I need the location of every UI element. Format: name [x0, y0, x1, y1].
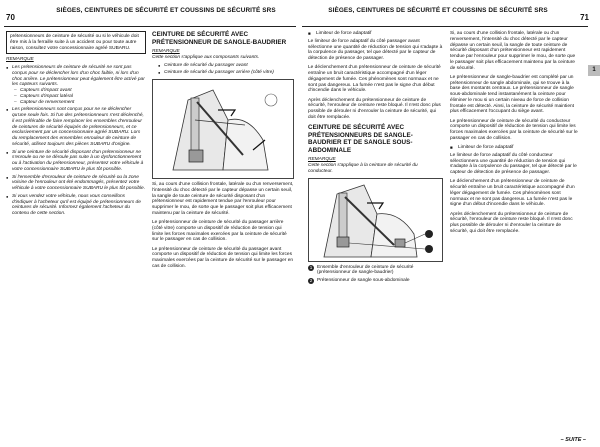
- seatbelt-pretensioner-diagram: [153, 80, 293, 178]
- remarque-title: REMARQUE: [152, 49, 180, 55]
- continued-footer: – SUITE –: [560, 437, 586, 443]
- right-column-1: [308, 31, 443, 286]
- sensor-list: [12, 88, 146, 105]
- callout-number-icon: 1: [309, 264, 313, 270]
- list-item: ● Si l'ensemble d'enrouleur de ceinture de sécurité ou la zone voisine de l'enrouleur ont été endommagés, présentez votre véhicule à votre concessionnaire SUBARU le plus tôt possible.: [6, 175, 146, 192]
- subheading-limiter: ■ Limiteur de force adaptatif: [308, 31, 443, 37]
- list-item: ● Les prétensionneurs sont conçus pour ne se déclencher qu'une seule fois. Si l'un des prétensionneurs s'est déclenché, il est préférable de faire remplacer les ensembles d'enrouleur de ceintures de sécurité équipés de prétensionneurs, et ce exclusivement par un concessionnaire agréé SUBARU. Lors du remplacement des ensembles enrouleur de ceinture de sécurité, utilisez toujours des pièces SUBARU d'origine.: [6, 107, 146, 147]
- list-item: ● Les prétensionneurs de ceinture de sécurité ne sont pas conçus pour se déclencher lors d'un choc faible, ni lors d'un choc arrière. Le prétensionneur peut également être activé par les capteurs suivants. – Capteurs d'impact avant – Capteurs d'impact latéral – Capteur de renversement: [6, 65, 146, 105]
- remarque-text: Cette section s'applique à la ceinture de sécurité du conducteur.: [308, 163, 418, 174]
- section-title: CEINTURE DE SÉCURITÉ AVEC PRÉTENSIONNEURS DE SANGLE-BAUDRIER ET DE SANGLE SOUS-ABDOMINALE: [308, 124, 413, 154]
- list-item: – Capteurs d'impact avant: [12, 88, 146, 94]
- chapter-tab: 1: [588, 65, 600, 76]
- caption-text: Prétensionneur de sangle sous-abdominale: [317, 278, 410, 284]
- remarque-block: [308, 157, 443, 174]
- list-item: – Capteur de renversement: [12, 100, 146, 106]
- figure-caption: [308, 265, 443, 277]
- component-list: [158, 63, 294, 77]
- remarque-block: [152, 49, 294, 61]
- paragraph: Le prétensionneur de ceinture de sécurité du conducteur comporte un dispositif de réduction de tension qui limite les forces maximales exercées par la ceinture de sécurité sur le passager en cas de collision.: [450, 118, 578, 141]
- caption-text: Ensemble d'enrouleur de ceinture de sécurité (prétensionneur de sangle-baudrier): [317, 264, 414, 276]
- remarque-title: REMARQUE: [308, 157, 336, 163]
- left-column-1: [6, 31, 146, 219]
- warning-text: prétensionneurs de ceinture de sécurité ou si le véhicule doit être mis à la ferraille suite à un accident ou pour toute autre raison, consultez votre concessionnaire agréé SUBARU.: [10, 34, 139, 51]
- seatbelt-illustration: [152, 79, 294, 179]
- remarque-intro: Cette section s'applique aux composants suivants.: [152, 54, 260, 60]
- list-item: – Capteurs d'impact latéral: [12, 94, 146, 100]
- remarque-list: [6, 65, 146, 217]
- paragraph: Le déclenchement d'un prétensionneur de ceinture de sécurité entraîne un bruit caractéristique accompagné d'un léger dégagement de fumée. Ces phénomènes sont normaux et ne sont pas dangereux. La fumée n'est pas le signe d'un début d'incendie dans le véhicule.: [308, 65, 441, 94]
- paragraph: Le prétensionneur de sangle-baudrier est complété par un prétensionneur de sangle abdominale, qui se trouve à la base des montants centraux. Le prétensionneur de sangle sous-abdominale tend instantanément la ceinture pour éliminer le mou si un certain niveau de force de collision frontale est détecté. Ainsi, la ceinture de sécurité maintient plus efficacement l'occupant du siège avant.: [450, 74, 574, 115]
- remarque-title: REMARQUE: [6, 57, 34, 63]
- figure-caption: [308, 278, 443, 284]
- paragraph: Le limiteur de force adaptatif du côté passager avant sélectionne une quantité de réduction de tension qui s'adapte à la corpulence du passager, tel que détecté par le capteur de détection de présence de passager.: [308, 38, 443, 61]
- header-divider: [302, 26, 588, 27]
- section-title: CEINTURE DE SÉCURITÉ AVEC PRÉTENSIONNEUR DE SANGLE-BAUDRIER: [152, 31, 287, 46]
- left-column-2: [152, 31, 294, 273]
- driver-seatbelt-illustration: [308, 178, 443, 262]
- page-number: 71: [580, 13, 589, 22]
- paragraph: Si, au cours d'une collision frontale, latérale ou d'un renversement, l'intensité du choc détecté par le capteur dépasse un certain seuil, la sangle de toute ceinture de sécurité disposant d'un prétensionneur est rapidement tendue par l'enrouleur pour supprimer le mou, de sorte que le passager soit plus efficacement maintenu par la ceinture de sécurité.: [152, 182, 294, 216]
- driver-pretensioner-diagram: [309, 179, 442, 261]
- paragraph: Le prétensionneur de ceinture de sécurité du passager avant comporte un dispositif de réduction de tension qui limite les forces maximales exercées par la ceinture de sécurité sur le passager en cas de collision.: [152, 246, 294, 269]
- list-item: ● Ceinture de sécurité du passager avant: [158, 63, 294, 69]
- paragraph: Si, au cours d'une collision frontale, latérale ou d'un renversement, l'intensité du choc détecté par le capteur dépasse un certain seuil, la sangle de toute ceinture de sécurité disposant d'un prétensionneur est rapidement tendue par l'enrouleur pour supprimer le mou, de sorte que le passager soit plus efficacement maintenu par la ceinture de sécurité.: [450, 31, 576, 71]
- paragraph: Le prétensionneur de ceinture de sécurité du passager arrière (côté vitre) comporte un dispositif de réduction de tension qui limite les forces maximales exercées par la ceinture de sécurité sur le passager en cas de collision.: [152, 220, 287, 243]
- limiter-list: [450, 145, 580, 151]
- warning-box-continued: [6, 31, 146, 54]
- page-header-title: SIÈGES, CEINTURES DE SÉCURITÉ ET COUSSINS DE SÉCURITÉ SRS: [56, 7, 276, 14]
- page-header-title: SIÈGES, CEINTURES DE SÉCURITÉ ET COUSSINS DE SÉCURITÉ SRS: [328, 7, 548, 14]
- paragraph: Après déclenchement du prétensionneur de ceinture de sécurité, l'enrouleur de ceinture reste bloqué. Il n'est donc plus possible de dérouler ni d'enrouler la ceinture de sécurité, qui doit être remplacée.: [450, 211, 573, 234]
- callout-number-icon: 2: [309, 278, 313, 284]
- limiter-list: [308, 31, 443, 37]
- list-item: ● Ceinture de sécurité du passager arrière (côté vitre): [158, 70, 294, 76]
- list-item: ● Si vous vendez votre véhicule, nous vous conseillons d'indiquer à l'acheteur qu'il est équipé de prétensionneurs de ceintures de sécurité. Informez également l'acheteur du contenu de cette section.: [6, 194, 146, 217]
- paragraph: Le limiteur de force adaptatif du côté conducteur sélectionnera une quantité de réduction de tension qui s'adapte à la corpulence du passager, tel que détecté par le capteur de détection de présence de passager.: [450, 152, 577, 175]
- right-column-2: [450, 31, 580, 238]
- subheading-limiter: ■ Limiteur de force adaptatif: [450, 145, 580, 151]
- paragraph: Après déclenchement du prétensionneur de ceinture de sécurité, l'enrouleur de ceinture reste bloqué. Il n'est donc plus possible de dérouler ni d'enrouler la ceinture de sécurité, qui doit être remplacée.: [308, 97, 441, 120]
- list-item: ● Si une ceinture de sécurité disposant d'un prétensionneur ne s'enroule ou ne se déroule pas suite à un dysfonctionnement ou à l'activation du prétensionneur, présentez votre véhicule à votre concessionnaire SUBARU le plus tôt possible.: [6, 150, 146, 173]
- paragraph: Le déclenchement d'un prétensionneur de ceinture de sécurité entraîne un bruit caractéristique accompagné d'un léger dégagement de fumée. Ces phénomènes sont normaux et ne sont pas dangereux. La fumée n'est pas le signe d'un début d'incendie dans le véhicule.: [450, 179, 575, 208]
- header-divider: [4, 26, 296, 27]
- remarque-block: [6, 57, 146, 63]
- page-number: 70: [6, 13, 15, 22]
- right-page: [300, 0, 600, 447]
